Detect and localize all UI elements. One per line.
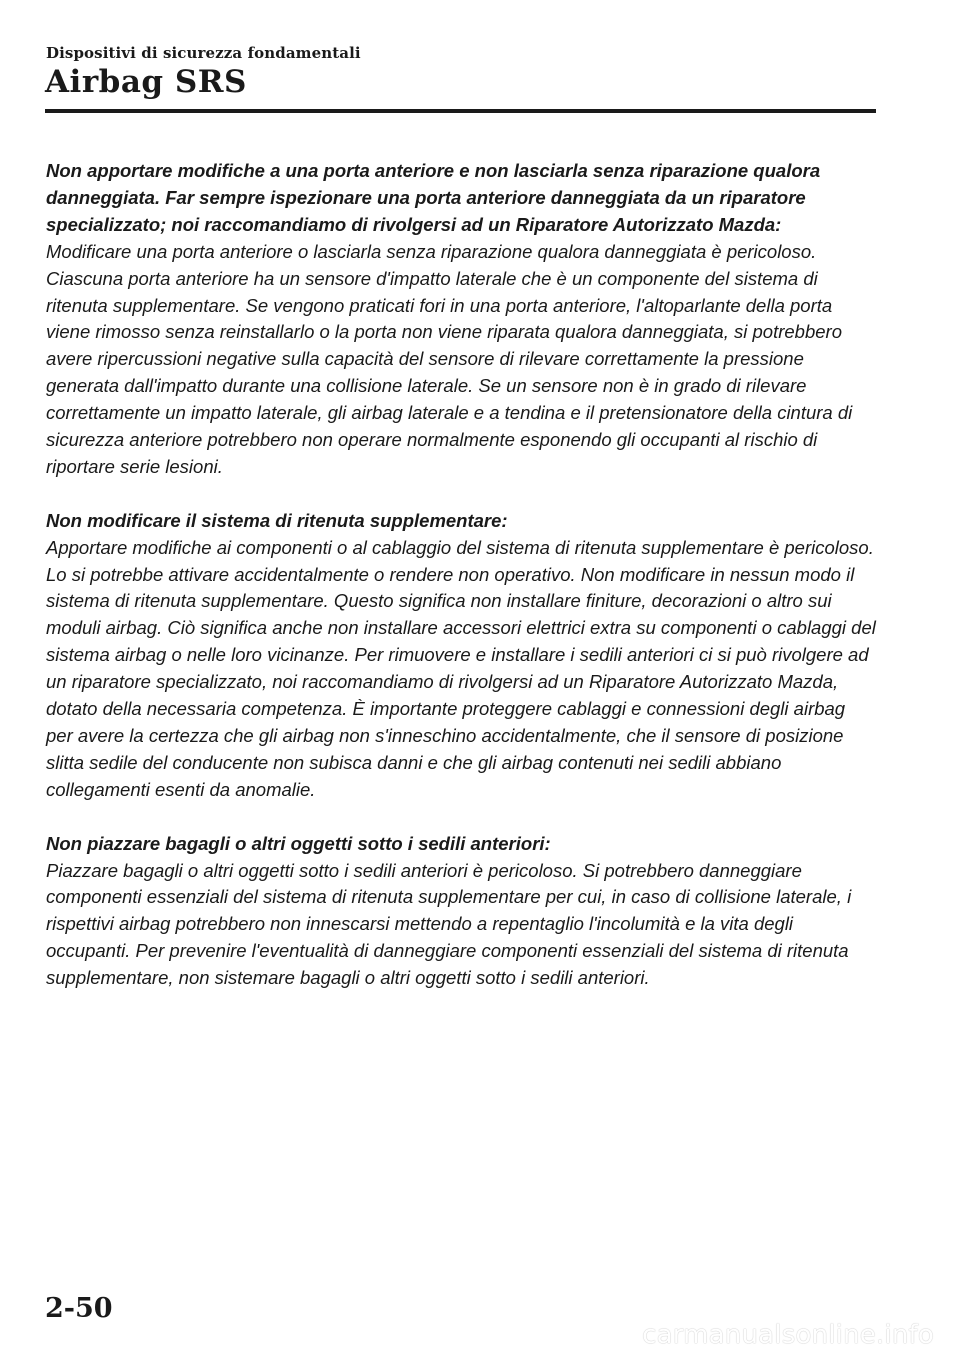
page-title: Airbag SRS [45,64,247,100]
watermark: carmanualsonline.info [642,1320,934,1350]
section-label: Dispositivi di sicurezza fondamentali [46,44,361,62]
warning-body: Piazzare bagagli o altri oggetti sotto i sedili anteriori è pericoloso. Si potrebbero danneggiare componenti essenziali del sistema di ritenuta supplementare per cui, in caso di collisione laterale, i rispettivi airbag potrebbero non innescarsi mettendo a repentaglio l'incolumità e la vita degli occupanti. Per prevenire l'eventualità di danneggiare componenti essenziali del sistema di ritenuta supplementare, non sistemare bagagli o altri oggetti sotto i sedili anteriori. [46,859,852,989]
warning-body: Apportare modifiche ai componenti o al cablaggio del sistema di ritenuta supplementare è pericoloso. Lo si potrebbe attivare accidentalmente o rendere non operativo. Non modificare in nessun modo il sistema di ritenuta supplementare. Questo significa non installare finiture, decorazioni o altro sui moduli airbag. Ciò significa anche non installare accessori elettrici extra su componenti o cablaggi del sistema airbag o nelle loro vicinanze. Per rimuovere e installare i sedili anteriori ci si può rivolgere ad un riparatore specializzato, noi raccomandiamo di rivolgersi ad un Riparatore Autorizzato Mazda, dotato della necessaria competenza. È importante proteggere cablaggi e connessioni degli airbag per avere la certezza che gli airbag non s'inneschino accidentalmente, che il sensore di posizione slitta sedile del conducente non subisca danni e che gli airbag contenuti nei sedili abbiano collegamenti esenti da anomalie. [46,536,876,800]
title-divider [45,109,876,113]
warning-block-luggage [46,831,876,992]
warning-content [46,158,876,1019]
warning-body: Modificare una porta anteriore o lasciarla senza riparazione qualora danneggiata è pericoloso. Ciascuna porta anteriore ha un sensore d'impatto laterale che è un componente del sistema di ritenuta supplementare. Se vengono praticati fori in una porta anteriore, l'altoparlante della porta viene rimosso senza reinstallarlo o la porta non viene riparata qualora danneggiata, si potrebbero avere ripercussioni negative sulla capacità del sensore di rilevare correttamente la pressione generata dall'impatto durante una collisione laterale. Se un sensore non è in grado di rilevare correttamente un impatto laterale, gli airbag laterale e a tendina e il pretensionatore della cintura di sicurezza anteriore potrebbero non operare normalmente esponendo gli occupanti al rischio di riportare serie lesioni. [46,240,853,477]
page-number: 2-50 [45,1293,113,1324]
warning-heading: Non piazzare bagagli o altri oggetti sotto i sedili anteriori: [46,832,551,854]
warning-heading: Non apportare modifiche a una porta anteriore e non lasciarla senza riparazione qualora danneggiata. Far sempre ispezionare una porta anteriore danneggiata da un riparatore specializzato; noi raccomandiamo di rivolgersi ad un Riparatore Autorizzato Mazda: [46,160,821,235]
warning-block-modification [46,508,876,804]
warning-heading: Non modificare il sistema di ritenuta supplementare: [46,509,508,531]
warning-block-front-door [46,158,876,481]
